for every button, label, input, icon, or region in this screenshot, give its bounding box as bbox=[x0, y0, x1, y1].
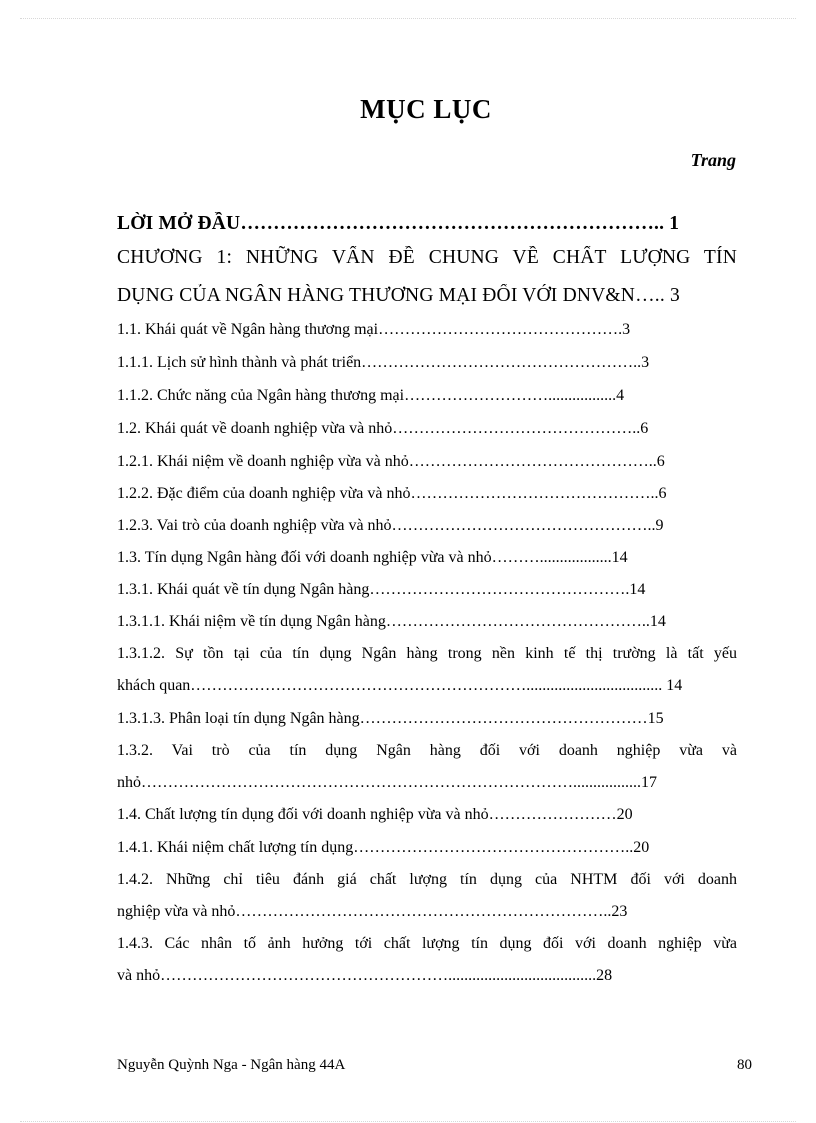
page-title: MỤC LỤC bbox=[360, 94, 492, 124]
table-of-contents bbox=[117, 0, 737, 1000]
toc-entry: nhỏ……………………………………………………………………….................17 bbox=[117, 774, 657, 791]
toc-entry: 1.2.3. Vai trò của doanh nghiệp vừa và nhỏ…………………………………………..9 bbox=[117, 517, 664, 534]
toc-entry: 1.2.2. Đặc điểm của doanh nghiệp vừa và nhỏ………………………………………..6 bbox=[117, 485, 667, 502]
toc-entry: và nhỏ……………………………………………….....................................28 bbox=[117, 967, 613, 984]
toc-entry: 1.1. Khái quát về Ngân hàng thương mại……………………………………….3 bbox=[117, 321, 631, 338]
toc-entry: CHƯƠNG 1: NHỮNG VẤN ĐỀ CHUNG VỀ CHẤT LƯỢNG TÍN bbox=[117, 247, 737, 268]
toc-entry: 1.1.1. Lịch sử hình thành và phát triển……………………………………………..3 bbox=[117, 354, 650, 371]
footer-author: Nguyễn Quỳnh Nga - Ngân hàng 44A bbox=[117, 1057, 346, 1073]
toc-entry: 1.3.1.2. Sự tồn tại của tín dụng Ngân hàng trong nền kinh tế thị trường là tất yếu bbox=[117, 645, 737, 662]
toc-entry: DỤNG CỦA NGÂN HÀNG THƯƠNG MẠI ĐỐI VỚI DNV&N….. 3 bbox=[117, 285, 680, 306]
toc-entry: khách quan……………………………………………………….................................. 14 bbox=[117, 677, 683, 694]
footer-page-number: 80 bbox=[737, 1057, 752, 1073]
toc-entry: 1.4. Chất lượng tín dụng đối với doanh nghiệp vừa và nhỏ……………………20 bbox=[117, 806, 633, 823]
toc-entry: 1.4.3. Các nhân tố ảnh hưởng tới chất lượng tín dụng đối với doanh nghiệp vừa bbox=[117, 935, 737, 952]
toc-entry: 1.4.1. Khái niệm chất lượng tín dụng……………………………………………..20 bbox=[117, 839, 650, 856]
toc-entry: 1.1.2. Chức năng của Ngân hàng thương mại……………………….................4 bbox=[117, 387, 625, 404]
toc-entry: 1.3.2. Vai trò của tín dụng Ngân hàng đối với doanh nghiệp vừa và bbox=[117, 742, 737, 759]
toc-entry: 1.3.1.1. Khái niệm về tín dụng Ngân hàng…………………………………………..14 bbox=[117, 613, 666, 630]
toc-entry: LỜI MỞ ĐẦU……………………………………………………….. 1 bbox=[117, 213, 680, 234]
toc-entry: 1.3.1.3. Phân loại tín dụng Ngân hàng………………………………………………15 bbox=[117, 710, 664, 727]
toc-entry: 1.3. Tín dụng Ngân hàng đối với doanh nghiệp vừa và nhỏ………..................14 bbox=[117, 549, 628, 566]
toc-entry: 1.2. Khái quát về doanh nghiệp vừa và nhỏ………………………………………..6 bbox=[117, 420, 649, 437]
toc-entry: nghiệp vừa và nhỏ……………………………………………………………..23 bbox=[117, 903, 628, 920]
toc-entry: 1.2.1. Khái niệm về doanh nghiệp vừa và nhỏ………………………………………..6 bbox=[117, 453, 665, 470]
toc-entry: 1.3.1. Khái quát về tín dụng Ngân hàng………………………………………….14 bbox=[117, 581, 646, 598]
page-column-label: Trang bbox=[690, 150, 736, 170]
toc-entry: 1.4.2. Những chỉ tiêu đánh giá chất lượng tín dụng của NHTM đối với doanh bbox=[117, 871, 737, 888]
